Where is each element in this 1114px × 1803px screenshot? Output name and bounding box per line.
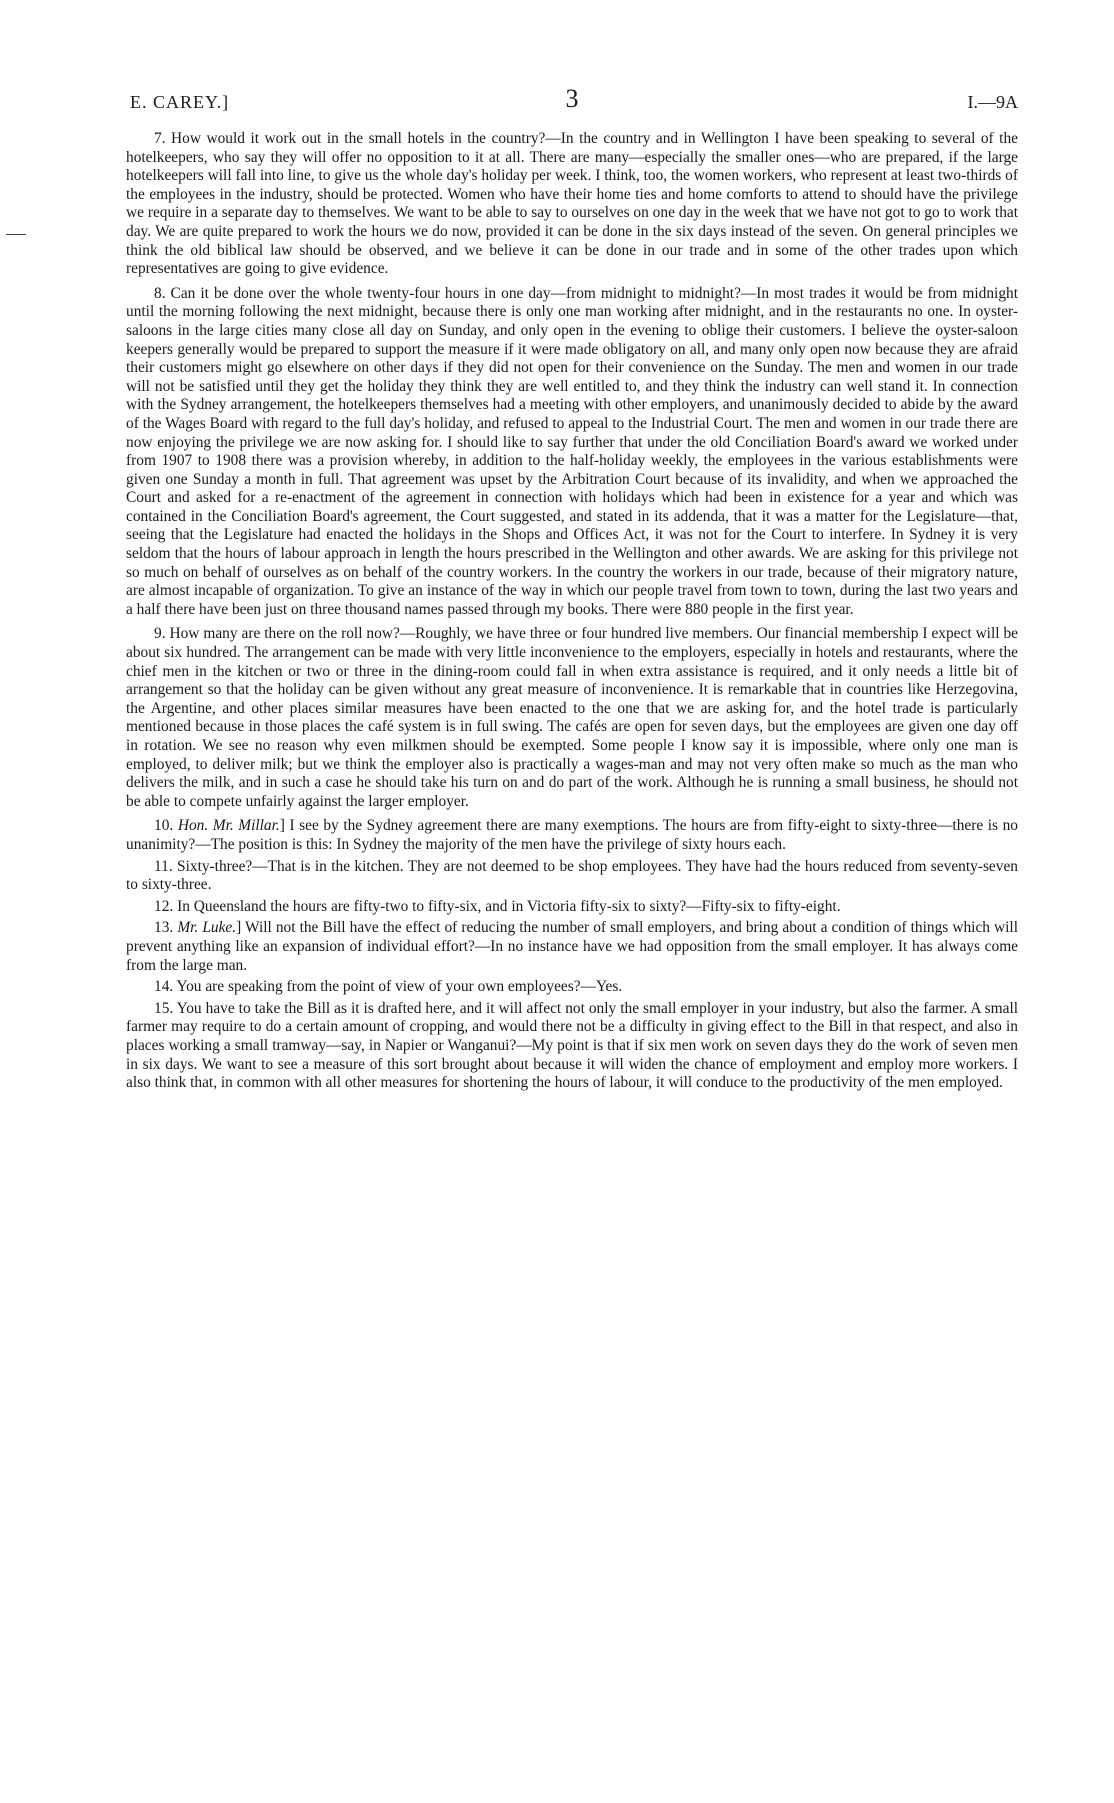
evidence-body (126, 130, 1018, 1096)
page-number: 3 (565, 84, 579, 113)
paragraph-7: 7. How would it work out in the small hotels in the country?—In the country and in Wellington I have been speaking to several of the hotelkeepers, who say they will offer no opposition to it at all. There are many—especially the smaller ones—who are prepared, if the large hotelkeepers will fall into line, to give us the whole day's holiday per week. I think, too, the women workers, who represent at least two-thirds of the employees in the industry, should be protected. Women who have their home ties and home comforts to attend to should have the privilege we require in a separate day to themselves. We want to be able to say to ourselves on one day in the week that we have not got to go to work that day. We are quite prepared to work the hours we do now, provided it can be done in the six days instead of the seven. On general principles we think the old biblical law should be observed, and we believe it can be done in our trade and in some of the other trades upon which representatives are going to give evidence. (126, 130, 1018, 278)
speaker-name: Hon. Mr. Millar. (177, 817, 280, 835)
paragraph-14: 14. You are speaking from the point of view of your own employees?—Yes. (154, 978, 623, 996)
paragraph-15: 15. You have to take the Bill as it is drafted here, and it will affect not only the small employer in your industry, but also the farmer. A small farmer may require to do a certain amount of cropping, and would there not be a difficulty in giving effect to the Bill in that respect, and also in places working a small tramway—say, in Napier or Wanganui?—My point is that if six men work on seven days they do the work of seven men in six days. We want to see a measure of this sort brought about because it will widen the chance of employment and employ more workers. I also think that, in common with all other measures for shortening the hours of labour, it will conduce to the productivity of the men employed. (126, 999, 1018, 1092)
margin-mark (6, 234, 26, 235)
header-witness-name: E. CAREY.] (130, 92, 230, 112)
paragraph-13 (126, 919, 1018, 975)
question-number: 13. (154, 919, 174, 937)
speaker-name: Mr. Luke. (177, 919, 237, 937)
question-text: ] Will not the Bill have the effect of reducing the number of small employers, and bring about a condition of things which will prevent anything like an expansion of individual effort?—In no instance have we had opposition from the small employer. It has always come from the large man. (126, 919, 1018, 974)
paragraph-10 (126, 817, 1018, 854)
paragraph-11: 11. Sixty-three?—That is in the kitchen. They are not deemed to be shop employees. They have had the hours reduced from seventy-seven to sixty-three. (126, 857, 1018, 894)
question-text: ] I see by the Sydney agreement there are many exemptions. The hours are from fifty-eight to sixty-three—there is no unanimity?—The position is this: In Sydney the majority of the men have the privilege of sixty hours each. (126, 817, 1018, 853)
header-paper-reference: I.—9A (967, 92, 1018, 112)
paragraph-12: 12. In Queensland the hours are fifty-two to fifty-six, and in Victoria fifty-six to sixty?—Fifty-six to fifty-eight. (154, 897, 841, 915)
paragraph-8: 8. Can it be done over the whole twenty-four hours in one day—from midnight to midnight?—In most trades it would be from midnight until the morning following the next midnight, because there is only one man working after midnight, and in the restaurants no one. In oyster-saloons in the large cities many close all day on Sunday, and only open in the evening to oblige their customers. I believe the oyster-saloon keepers generally would be prepared to support the measure if it were made obligatory on all, and many only open now because they are afraid their customers might go elsewhere on other days if they did not open for their convenience on the Sunday. The men and women in our trade will not be satisfied until they get the holiday they think they are well entitled to, and they think the industry can well stand it. In connection with the Sydney arrangement, the hotelkeepers themselves had a meeting with other employers, and unanimously decided to abide by the award of the Wages Board with regard to the full day's holiday, and refused to appeal to the Industrial Court. The men and women in our trade there are now enjoying the privilege we are now asking for. I should like to say further that under the old Conciliation Board's award we worked under from 1907 to 1908 there was a provision whereby, in addition to the half-holiday weekly, the employees in the various establishments were given one Sunday a month in full. That agreement was upset by the Arbitration Court because of its invalidity, and when we approached the Court and asked for a re-enactment of the agreement in connection with holidays which had been in existence for a year and which was contained in the Conciliation Board's agreement, the Court suggested, and stated in its addenda, that it was a matter for the Legislature—that, seeing that the Legislature had enacted the holidays in the Shops and Offices Act, it was not for the Court to interfere. In Sydney it is very seldom that the hours of labour approach in length the hours prescribed in the Wellington and other awards. We are asking for this privilege not so much on behalf of ourselves as on behalf of the country workers. In the country the workers in our trade, because of their migratory nature, are almost incapable of organization. To give an instance of the way in which our people travel from town to town, during the last two years and a half there have been just on three thousand names passed through my books. There were 880 people in the first year. (126, 284, 1018, 618)
page-header (126, 84, 1018, 120)
question-number: 10. (154, 817, 174, 835)
paragraph-9: 9. How many are there on the roll now?—Roughly, we have three or four hundred live members. Our financial membership I expect will be about six hundred. The arrangement can be made with very little inconvenience to the employers, especially in hotels and restaurants, where the chief men in the kitchen or two or three in the dining-room could fall in when extra assistance is required, and it only needs a little bit of arrangement so that the holiday can be given without any great measure of inconvenience. It is remarkable that in countries like Herzegovina, the Argentine, and other places similar measures have been enacted to the one that we are asking for, and the hotel trade is particularly mentioned because in those places the café system is in full swing. The cafés are open for seven days, but the employees are given one day off in rotation. We see no reason why even milkmen should be exempted. Some people I know say it is impossible, where only one man is employed, to deliver milk; but we think the employer also is practically a wages-man and may not very often make so much as the man who delivers the milk, and in such a case he should take his turn on and do part of the work. Although he is running a small business, he should not be able to compete unfairly against the larger employer. (126, 625, 1018, 810)
